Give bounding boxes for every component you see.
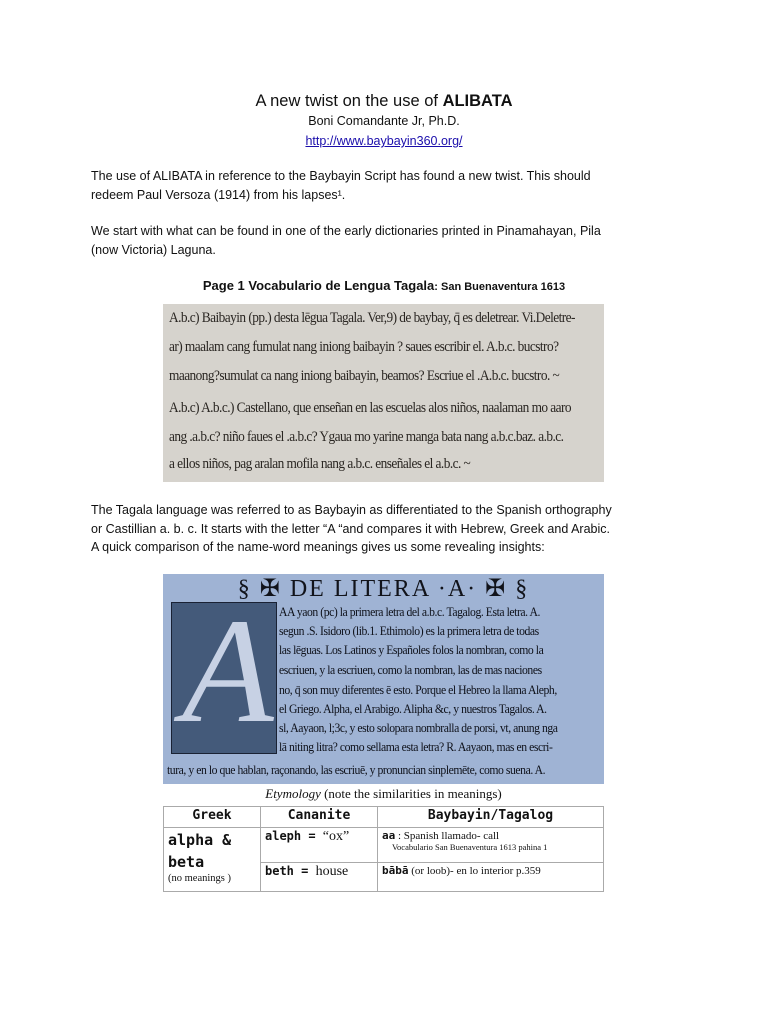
greek-word: alpha & beta <box>168 831 232 871</box>
tagalog-cell-1 <box>378 828 604 863</box>
col-greek: Greek <box>164 807 261 828</box>
scan1-line-3: maanong?sumulat ca nang iniong baibayin, beamos? Escriue el .A.b.c. bucstro. ~ <box>169 368 560 384</box>
scan1-line-6: a ellos niños, pag aralan mofila nang a.b.c. enseñales el a.b.c. ~ <box>169 456 471 472</box>
scan1-line-2: ar) maalam cang fumulat nang iniong baibayin ? saues escribir el. A.b.c. bucstro? <box>169 339 559 355</box>
intro-line-1: The use of ALIBATA in reference to the Baybayin Script has found a new twist. This should <box>91 169 591 183</box>
col-baybayin-tagalog: Baybayin/Tagalog <box>378 807 604 828</box>
dictionary-paragraph <box>91 222 681 259</box>
col-cananite: Cananite <box>261 807 378 828</box>
illuminated-letter-glyph: A <box>182 602 274 754</box>
tagalog-note-1: Vocabulario San Buenaventura 1613 pahina 1 <box>392 842 548 852</box>
scanned-vocabulario-page <box>163 304 604 482</box>
scan2-line-9: tura, y en lo que hablan, raçonando, las escriuē, y pronuncian sinplemēte, como suena. A. <box>167 762 546 777</box>
cananite-word-2: beth = <box>265 864 316 878</box>
scan1-line-5: ang .a.b.c? niño faues el .a.b.c? Ygaua mo yarine manga bata nang a.b.c.baz. a.b.c. <box>169 429 564 445</box>
greek-cell <box>164 828 261 892</box>
intro-line-2: redeem Paul Versoza (1914) from his lapses¹. <box>91 187 346 202</box>
intro-paragraph <box>91 167 681 204</box>
caption-main: Page 1 Vocabulario de Lengua Tagala <box>202 278 435 293</box>
tagalog-word-1: aa <box>382 829 396 842</box>
illuminated-letter-a <box>171 602 277 754</box>
etymology-heading-rest: (note the similarities in meanings) <box>320 786 502 801</box>
scan2-line-6: el Griego. Alpha, el Arabigo. Alipha &c, y nuestros Tagalos. A. <box>279 701 547 716</box>
website-link-row <box>0 134 768 148</box>
tagalog-meaning-1: : Spanish llamado- call <box>395 830 500 842</box>
scan2-line-8: lā niting litra? como sellama esta letra? R. Aayaon, mas en escri- <box>279 739 553 754</box>
scanned-de-litera-page <box>163 574 604 784</box>
cananite-meaning-2: house <box>315 864 349 879</box>
tagalog-cell-2 <box>378 863 604 892</box>
scan2-line-1: AA yaon (pc) la primera letra del a.b.c. Tagalog. Esta letra. A. <box>279 604 540 619</box>
tagalog-meaning-2: (or loob)- en lo interior p.359 <box>408 865 541 877</box>
dictionary-line-2: (now Victoria) Laguna. <box>91 242 216 257</box>
scan1-line-1: A.b.c) Baibayin (pp.) desta lēgua Tagala. Ver,9) de baybay, q̄ es deletrear. Vi.Deletre- <box>169 310 575 326</box>
figure-caption <box>0 278 768 293</box>
dictionary-line-1: We start with what can be found in one of the early dictionaries printed in Pinamahayan, Pila <box>91 224 601 238</box>
document-title <box>0 92 768 111</box>
etymology-table <box>163 806 604 892</box>
etymology-heading <box>163 786 604 802</box>
table-row <box>164 828 604 863</box>
website-link[interactable]: http://www.baybayin360.org/ <box>305 134 463 148</box>
etymology-heading-italic: Etymology <box>265 786 321 801</box>
scan2-line-4: escriuen, y la escriuen, como la nombran, las de mas naciones <box>279 662 542 677</box>
scan1-line-4: A.b.c) A.b.c.) Castellano, que enseñan en las escuelas alos niños, naalaman mo aaro <box>169 400 572 416</box>
etymology-table-block <box>163 786 604 894</box>
title-emphasis: ALIBATA <box>442 92 513 110</box>
scan2-line-5: no, q̄ son muy diferentes ē esto. Porque el Hebreo la llama Aleph, <box>279 682 557 697</box>
author-line: Boni Comandante Jr, Ph.D. <box>308 114 460 128</box>
comparison-line-1: The Tagala language was referred to as Baybayin as differentiated to the Spanish orthography <box>91 503 612 517</box>
scan2-line-2: segun .S. Isidoro (lib.1. Ethimolo) es la primera letra de todas <box>279 623 539 638</box>
cananite-cell-1 <box>261 828 378 863</box>
greek-note: (no meanings ) <box>168 873 231 884</box>
cananite-cell-2 <box>261 863 378 892</box>
comparison-line-3: A quick comparison of the name-word meanings gives us some revealing insights: <box>91 540 545 554</box>
cananite-meaning-1: “ox” <box>322 829 350 844</box>
comparison-line-2: or Castillian a. b. c. It starts with the letter “A “and compares it with Hebrew, Greek and Arabic. <box>91 521 610 536</box>
scan2-line-3: las lēguas. Los Latinos y Españoles folos la nombran, como la <box>279 642 544 657</box>
table-header-row <box>164 807 604 828</box>
comparison-paragraph <box>91 501 681 557</box>
cananite-word-1: aleph = <box>265 829 323 843</box>
caption-sub: : San Buenaventura 1613 <box>434 281 566 293</box>
title-prefix: A new twist on the use of <box>255 92 443 110</box>
scan2-line-7: sl, Aayaon, l;3c, y esto solopara nombralla de porsi, vt, anung nga <box>279 720 558 735</box>
de-litera-header: § ✠ DE LITERA ·A· ✠ § <box>237 576 530 602</box>
tagalog-word-2: bābā <box>382 864 409 877</box>
